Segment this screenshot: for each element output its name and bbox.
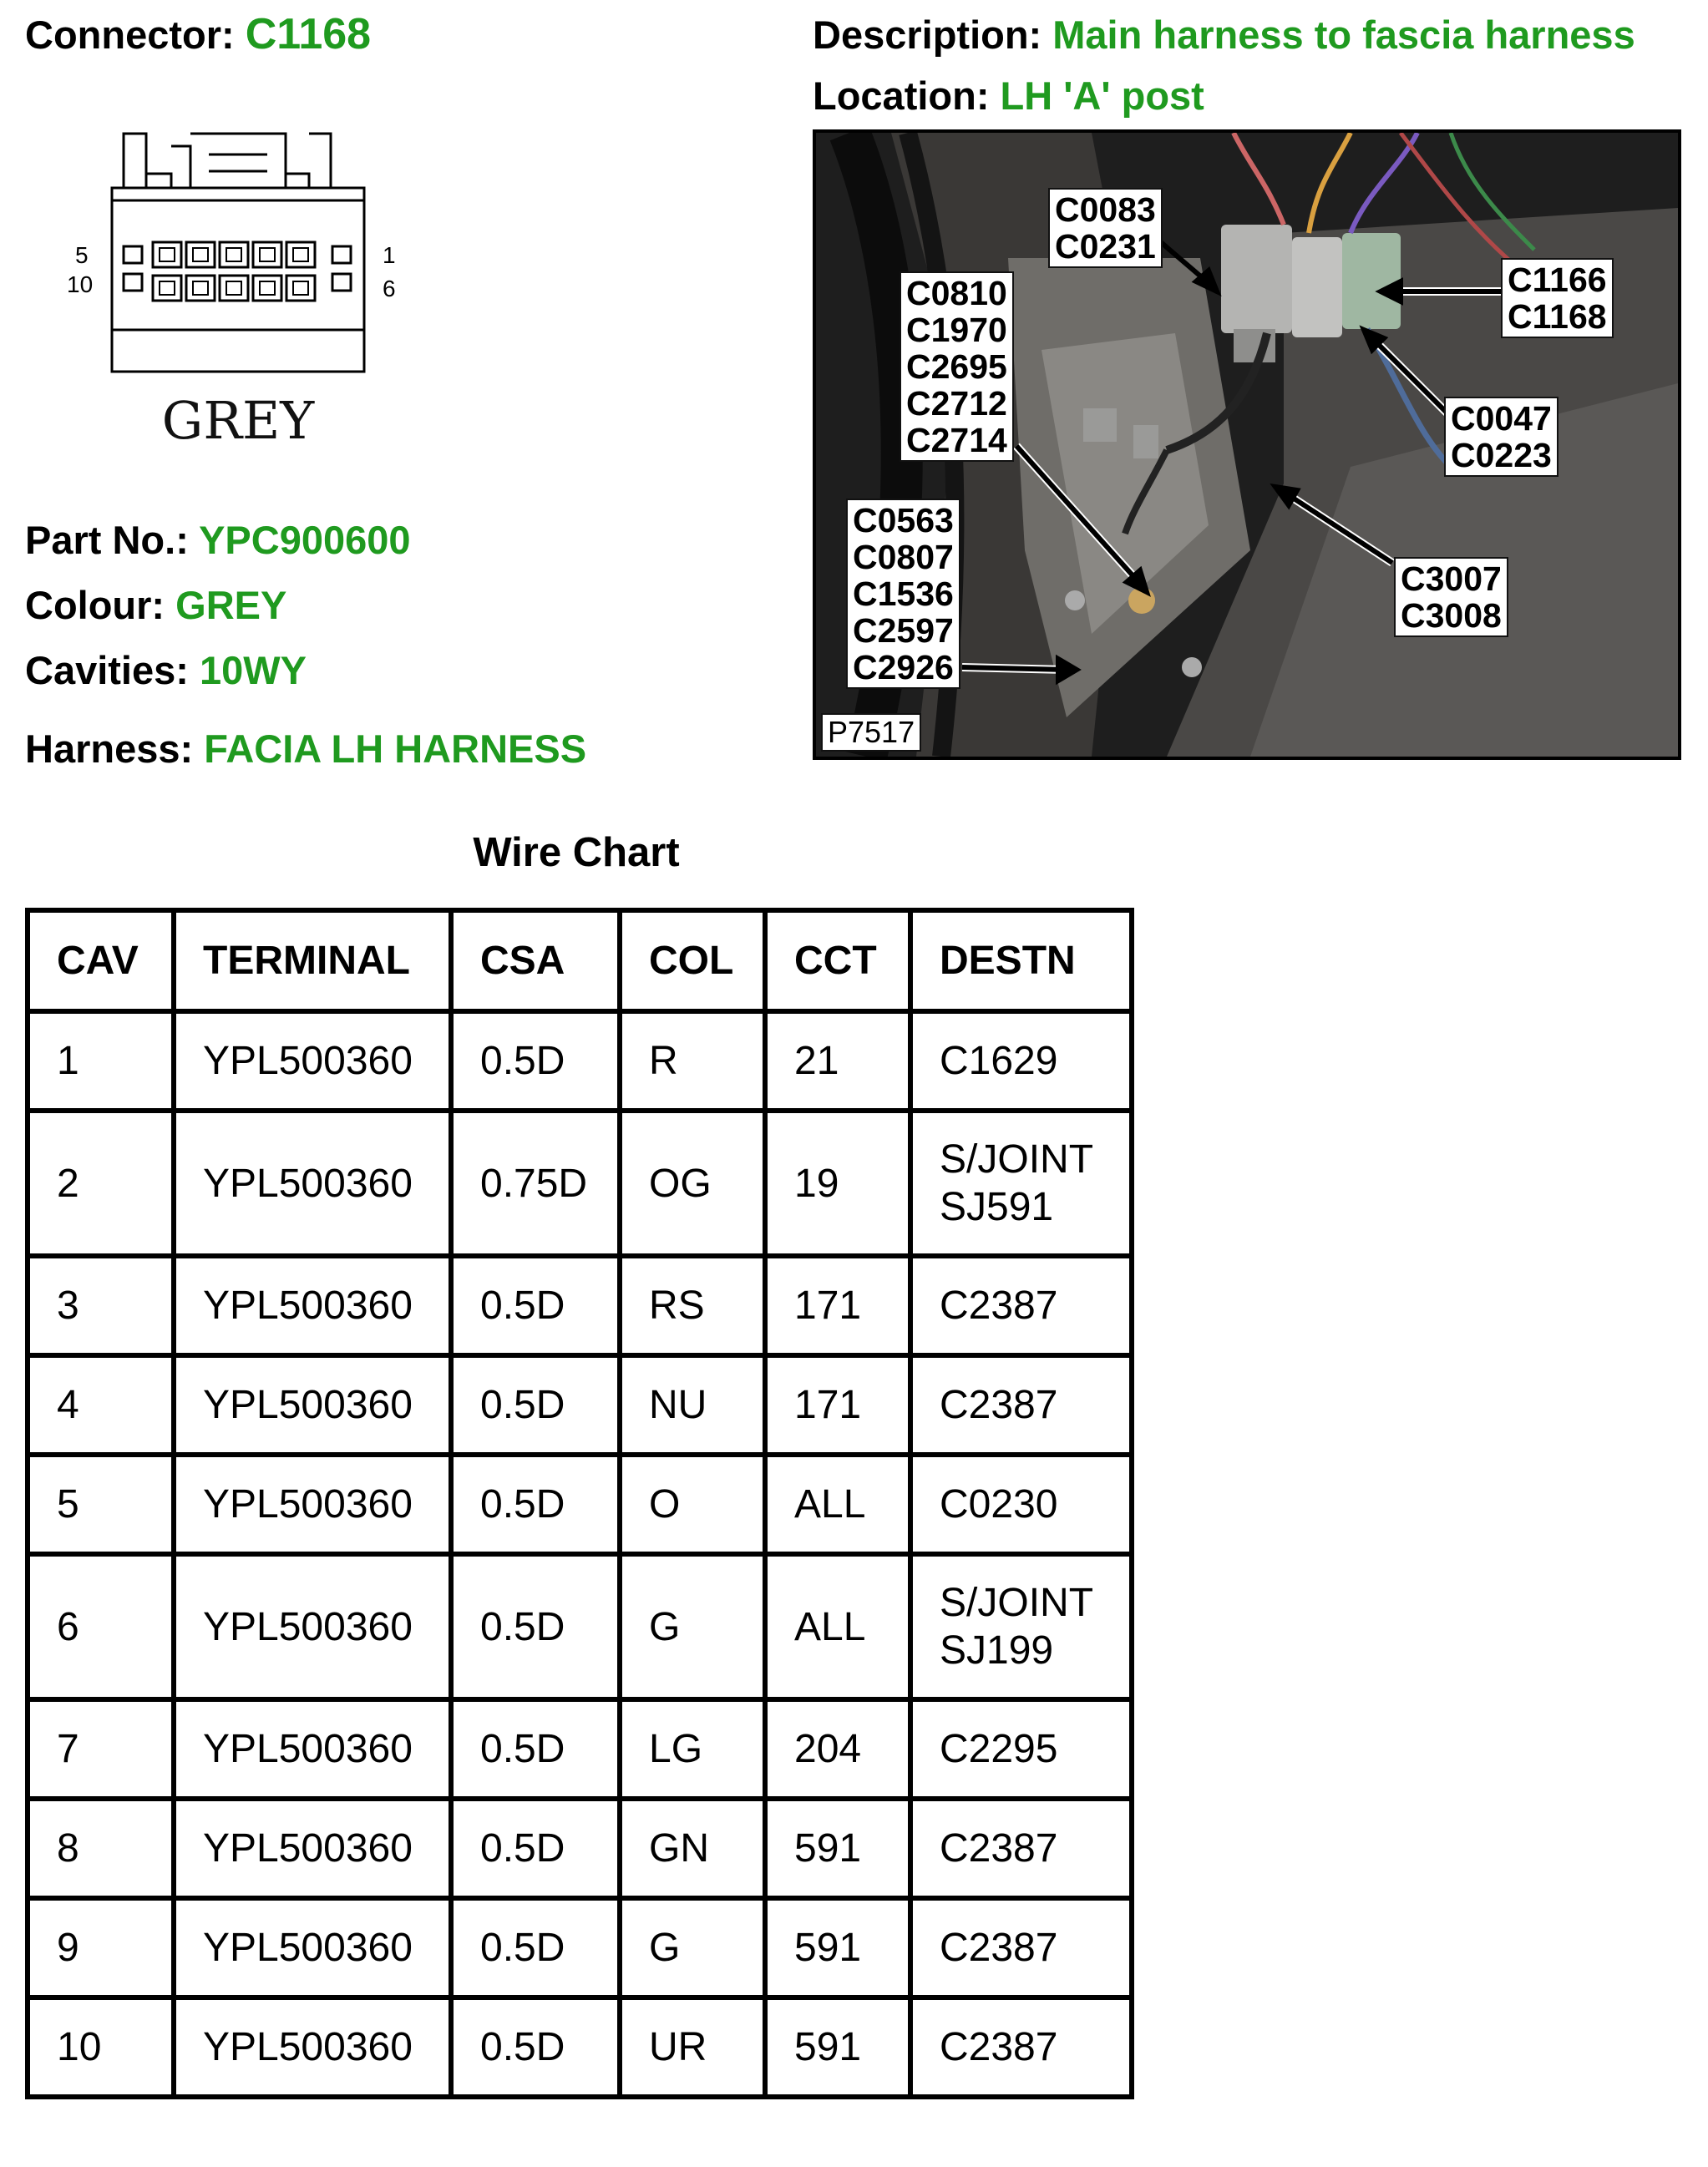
destn-line: S/JOINT [940,1137,1094,1182]
connector-field [25,10,371,60]
cell-cav: 8 [28,1799,174,1898]
cell-cav: 7 [28,1699,174,1799]
callout-line: C0810 [906,274,1007,312]
destn-line: C2387 [940,2025,1058,2069]
wire-chart-header-row [28,910,1132,1011]
cell-cav: 5 [28,1455,174,1554]
callout-line: C1536 [853,575,954,613]
cavities-value: 10WY [199,648,307,692]
cell-cav: 1 [28,1011,174,1111]
callout-line: C2712 [906,384,1007,423]
cell-col: RS [620,1256,765,1355]
colour-field [25,583,286,628]
part-no-field [25,518,411,563]
photo-reference: P7517 [821,713,921,752]
table-row [28,1699,1132,1799]
cell-cav: 4 [28,1355,174,1455]
cell-cct: 591 [765,1799,910,1898]
part-no-value: YPC900600 [199,518,411,562]
photo-callout-c3007 [1394,557,1508,637]
callout-line: C2714 [906,421,1007,459]
callout-line: C1168 [1508,297,1607,336]
cell-csa: 0.5D [451,1554,620,1699]
harness-value: FACIA LH HARNESS [204,727,587,771]
column-header-col: COL [620,910,765,1011]
part-no-label: Part No.: [25,518,189,562]
destn-line: C2387 [940,1826,1058,1871]
cell-terminal: YPL500360 [174,1898,451,1997]
callout-line: C1166 [1508,261,1607,299]
cell-destn [910,1799,1132,1898]
callout-line: C2597 [853,611,954,650]
cell-col: OG [620,1111,765,1256]
cell-destn [910,1997,1132,2097]
cell-destn [910,1011,1132,1111]
cell-csa: 0.75D [451,1111,620,1256]
cell-cav: 10 [28,1997,174,2097]
location-label: Location: [813,73,990,118]
table-row [28,1997,1132,2097]
cell-destn [910,1256,1132,1355]
table-row [28,1554,1132,1699]
cell-csa: 0.5D [451,1997,620,2097]
cell-col: G [620,1898,765,1997]
photo-callout-c0047 [1444,397,1558,477]
callout-line: C2695 [906,347,1007,386]
cell-terminal: YPL500360 [174,1699,451,1799]
cell-csa: 0.5D [451,1011,620,1111]
table-row [28,1355,1132,1455]
column-header-csa: CSA [451,910,620,1011]
column-header-terminal: TERMINAL [174,910,451,1011]
location-field [813,73,1204,119]
cell-cav: 2 [28,1111,174,1256]
cell-cav: 3 [28,1256,174,1355]
cell-col: LG [620,1699,765,1799]
colour-value: GREY [175,583,287,627]
cell-cav: 9 [28,1898,174,1997]
photo-callout-c0810 [900,271,1014,462]
callout-line: C0563 [853,501,954,539]
table-row [28,1898,1132,1997]
callout-line: C0807 [853,538,954,576]
callout-line: C2926 [853,648,954,686]
cell-csa: 0.5D [451,1799,620,1898]
cell-csa: 0.5D [451,1256,620,1355]
cell-cct: ALL [765,1554,910,1699]
cell-col: G [620,1554,765,1699]
cell-destn [910,1898,1132,1997]
destn-line: C0230 [940,1482,1058,1527]
connector-face-diagram [58,125,409,459]
cell-cct: ALL [765,1455,910,1554]
cell-terminal: YPL500360 [174,1011,451,1111]
callout-line: C0231 [1055,227,1156,266]
cell-csa: 0.5D [451,1699,620,1799]
table-row [28,1111,1132,1256]
cell-terminal: YPL500360 [174,1554,451,1699]
wire-chart-table [25,908,1134,2099]
destn-line: SJ199 [940,1628,1054,1673]
cell-col: UR [620,1997,765,2097]
connector-value: C1168 [245,10,372,58]
description-label: Description: [813,13,1042,57]
callout-line: C0047 [1451,399,1552,438]
cavities-field [25,648,307,693]
harness-field [25,727,586,772]
callout-line: C1970 [906,311,1007,349]
harness-label: Harness: [25,727,194,771]
cell-col: R [620,1011,765,1111]
column-header-cav: CAV [28,910,174,1011]
cell-destn [910,1554,1132,1699]
description-field [813,13,1635,58]
cell-cct: 591 [765,1898,910,1997]
colour-label: Colour: [25,583,165,627]
cell-terminal: YPL500360 [174,1799,451,1898]
description-value: Main harness to fascia harness [1052,13,1635,57]
cell-csa: 0.5D [451,1455,620,1554]
location-value: LH 'A' post [1000,73,1204,118]
callout-line: C0223 [1451,436,1552,474]
destn-line: S/JOINT [940,1581,1094,1625]
callout-line: C3008 [1401,596,1502,635]
destn-line: C2295 [940,1727,1058,1771]
cell-terminal: YPL500360 [174,1256,451,1355]
photo-callout-c1166 [1501,258,1614,338]
cell-destn [910,1455,1132,1554]
cell-destn [910,1111,1132,1256]
cell-col: GN [620,1799,765,1898]
cell-cct: 204 [765,1699,910,1799]
cell-cct: 171 [765,1355,910,1455]
wire-chart-title: Wire Chart [473,830,680,875]
cavities-label: Cavities: [25,648,189,692]
cell-cct: 171 [765,1256,910,1355]
pin-label-10: 10 [67,271,94,297]
column-header-destn: DESTN [910,910,1132,1011]
cell-terminal: YPL500360 [174,1355,451,1455]
destn-line: C2387 [940,1383,1058,1427]
photo-callout-c0083 [1048,188,1163,268]
cell-terminal: YPL500360 [174,1997,451,2097]
cell-destn [910,1355,1132,1455]
connector-colour-text: GREY [161,390,315,451]
pin-label-5: 5 [75,242,89,268]
cell-col: O [620,1455,765,1554]
table-row [28,1799,1132,1898]
cell-cct: 19 [765,1111,910,1256]
cell-cct: 591 [765,1997,910,2097]
table-row [28,1455,1132,1554]
destn-line: C1629 [940,1039,1058,1083]
photo-callout-c0563 [846,499,960,689]
location-photo [813,129,1681,760]
cell-terminal: YPL500360 [174,1111,451,1256]
cell-terminal: YPL500360 [174,1455,451,1554]
pin-label-6: 6 [383,276,396,301]
callout-line: C3007 [1401,559,1502,598]
column-header-cct: CCT [765,910,910,1011]
pin-label-1: 1 [383,242,396,268]
destn-line: C2387 [940,1283,1058,1328]
cell-cct: 21 [765,1011,910,1111]
cell-csa: 0.5D [451,1898,620,1997]
cell-csa: 0.5D [451,1355,620,1455]
destn-line: C2387 [940,1926,1058,1970]
table-row [28,1011,1132,1111]
table-row [28,1256,1132,1355]
connector-label: Connector: [25,13,235,57]
cell-cav: 6 [28,1554,174,1699]
cell-destn [910,1699,1132,1799]
destn-line: SJ591 [940,1185,1054,1229]
cell-col: NU [620,1355,765,1455]
callout-line: C0083 [1055,190,1156,229]
